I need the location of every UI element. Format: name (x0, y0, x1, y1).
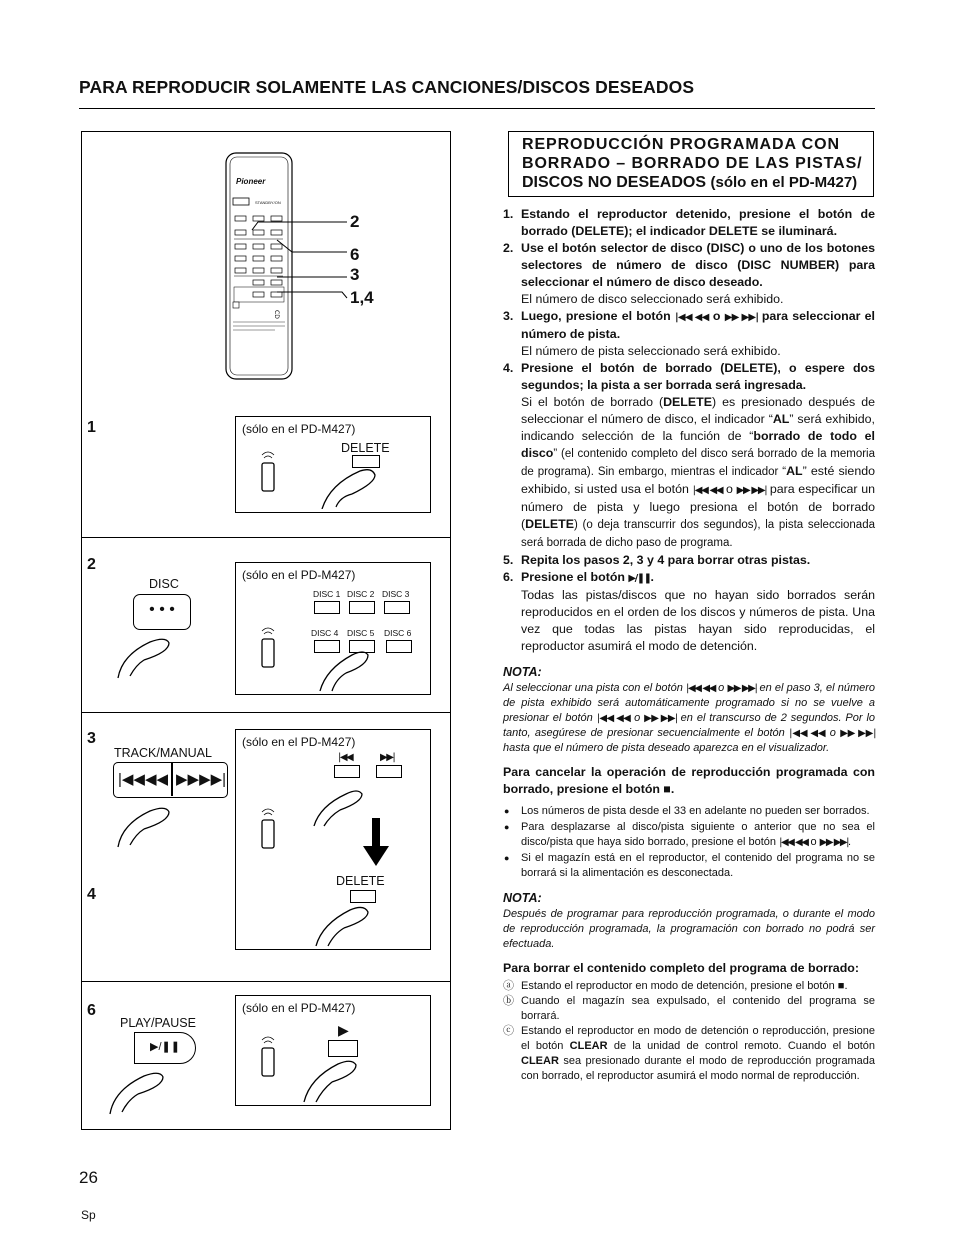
section-title-line-3: DISCOS NO DESEADOS (522, 174, 707, 191)
stop-icon: ■ (837, 980, 845, 992)
step-number-1: 1 (87, 419, 96, 436)
title-rule (79, 108, 875, 109)
play-pause-button[interactable] (134, 1032, 196, 1064)
disc6-label: DISC 6 (384, 628, 412, 638)
disc1-button[interactable] (314, 601, 340, 614)
model-caption: (sólo en el PD-M427) (242, 1001, 356, 1015)
erase-list (503, 979, 875, 1084)
step-number-6: 6 (87, 1002, 96, 1019)
cancel-instruction: Para cancelar la operación de reproducción programada con borrado, presione el botón ■. (503, 765, 875, 796)
instructions (503, 206, 875, 1084)
step-3-4-panel (81, 713, 451, 982)
step-number-3: 3 (87, 730, 96, 747)
remote-standby-label: STANDBY/ON (255, 200, 281, 205)
step-4: 4. Presione el botón de borrado (DELETE), o espere dos segundos; la pista a ser borrada será ingresada. Si el botón de borrado (DELETE) es presionado después de seleccionar el número de disco, el indicador “AL” será exhibido, indicando selección de la función de “borrado de todo el disco” (el contenido completo del disco será borrado de la memoria de programa). Sin embargo, mientras el indicador “AL” esté siendo exhibido, si usted usa el botón |◀◀ ◀◀ o ▶▶ ▶▶| para especificar un número de pista y luego presiona el botón de borrado (DELETE) (o deja transcurrir dos segundos), la pista seleccionada será borrada de dicho paso de programa. (503, 361, 875, 549)
callout-3: 3 (350, 265, 360, 284)
remote-and-finger-icon (260, 1034, 400, 1104)
model-caption: (sólo en el PD-M427) (242, 422, 356, 436)
play-icon: ▶ (338, 1022, 349, 1038)
page-title: PARA REPRODUCIR SOLAMENTE LAS CANCIONES/DISCOS DESEADOS (79, 77, 695, 97)
play-pause-icon: ▶/❚❚ (150, 1041, 180, 1053)
finger-icon (114, 630, 184, 680)
section-title-box (508, 131, 874, 197)
track-manual-label: TRACK/MANUAL (114, 746, 212, 760)
step-number-2: 2 (87, 556, 96, 573)
remote-and-finger-icon (260, 449, 410, 509)
callout-lines (82, 132, 452, 332)
play-pause-label: PLAY/PAUSE (120, 1016, 196, 1030)
finger-icon (114, 799, 184, 849)
step-2-panel (81, 538, 451, 713)
disc-label: DISC (149, 577, 179, 591)
step-number-4: 4 (87, 886, 96, 903)
disc4-label: DISC 4 (311, 628, 339, 638)
bullet-list (503, 804, 875, 881)
callout-1-4: 1,4 (350, 288, 374, 307)
step-1-box (235, 416, 431, 513)
prev-track-icon: |◀◀◀◀ (118, 771, 169, 788)
section-title-line-2: BORRADO – BORRADO DE LAS PISTAS/ (522, 155, 863, 172)
step-3: 3. Luego, presione el botón |◀◀ ◀◀ o ▶▶ ▶▶| para seleccionar el número de pista. El número de pista seleccionado será exhibido. (503, 309, 875, 358)
step-6: 6. Presione el botón ▶/❚❚. Todas las pistas/discos que no hayan sido borrados serán reproducidos en el orden de los discos y números de pista. Una vez que todas las pistas hayan sido reproducidas, el reproductor asumirá el modo de detención. (503, 570, 875, 653)
step-6-box (235, 995, 431, 1106)
down-arrow-icon (361, 818, 391, 868)
disc5-label: DISC 5 (347, 628, 375, 638)
section-title-line-1: REPRODUCCIÓN PROGRAMADA CON (522, 136, 840, 153)
page-number: 26 (79, 1168, 98, 1187)
svg-text:CD: CD (273, 310, 280, 319)
model-caption: (sólo en el PD-M427) (242, 568, 356, 582)
disc2-button[interactable] (349, 601, 375, 614)
disc6-button[interactable] (386, 640, 412, 653)
next-track-icon: ▶▶| (380, 752, 395, 763)
step-3-4-box (235, 729, 431, 950)
step-1: 1. Estando el reproductor detenido, presione el botón de borrado (DELETE); el indicador DELETE se iluminará. (503, 207, 875, 238)
disc2-label: DISC 2 (347, 589, 375, 599)
stop-icon: ■ (663, 782, 671, 796)
note-text-1: Al seleccionar una pista con el botón |◀◀ ◀◀ o ▶▶ ▶▶| en el paso 3, el número de pista exhibido será automáticamente programado si no se vuelve a presionar el botón |◀◀ ◀◀ o ▶▶ ▶▶| en el transcurso de 2 segundos. Por lo tanto, asegúrese de presionar secuencialmente el botón |◀◀ ◀◀ o ▶▶ ▶▶| hasta que el número de pista deseado aparezca en el visualizador. (503, 682, 876, 754)
disc1-label: DISC 1 (313, 589, 341, 599)
callout-2: 2 (350, 212, 360, 231)
disc3-button[interactable] (384, 601, 410, 614)
callout-6: 6 (350, 245, 360, 264)
note-heading-2: NOTA: (503, 891, 542, 905)
finger-icon (314, 890, 414, 948)
bullet-2: ● Para desplazarse al disco/pista siguiente o anterior que no sea el disco/pista que haya sido borrado, presione el botón |◀◀ ◀◀ o ▶▶ ▶▶|. (503, 820, 875, 850)
play-pause-icon: ▶/❚❚ (628, 573, 651, 584)
section-title-model: (sólo en el PD-M427) (710, 174, 858, 191)
disc-button[interactable]: • • • (133, 594, 191, 630)
step-5: 5. Repita los pasos 2, 3 y 4 para borrar otras pistas. (503, 553, 811, 567)
bullet-3: ● Si el magazín está en el reproductor, el contenido del programa no se borrará si la alimentación es desconectada. (503, 851, 875, 881)
erase-item-c: ⓒ Estando el reproductor en modo de detención o reproducción, presione el botón CLEAR de la unidad de control remoto. Cuando el botón CLEAR sea presionado durante el modo de reproducción programada con borrado, el reproductor asumirá el modo normal de reproducción. (503, 1025, 875, 1082)
erase-item-a: ⓐ Estando el reproductor en modo de detención, presione el botón ■. (503, 980, 848, 992)
step-1-panel (81, 406, 451, 538)
step-6-panel (81, 982, 451, 1130)
remote-and-finger-icon (260, 625, 380, 693)
step-2: 2. Use el botón selector de disco (DISC) o uno de los botones selectores de número de disco (DISC NUMBER) para seleccionar el número de disco deseado. El número de disco seleccionado será exhibido. (503, 241, 875, 306)
bullet-1: ● Los números de pista desde el 33 en adelante no pueden ser borrados. (503, 804, 875, 819)
next-track-icon: ▶▶▶▶| (176, 771, 227, 788)
prev-track-button[interactable] (334, 765, 360, 778)
model-caption: (sólo en el PD-M427) (242, 735, 356, 749)
page-language: Sp (81, 1208, 96, 1222)
delete-label: DELETE (336, 874, 385, 888)
finger-icon (106, 1064, 186, 1116)
erase-heading: Para borrar el contenido completo del programa de borrado: (503, 961, 859, 975)
steps-list (503, 206, 875, 655)
step-2-box (235, 562, 431, 695)
note-heading-1: NOTA: (503, 665, 542, 679)
track-manual-button[interactable] (113, 762, 228, 798)
remote-brand-logo: Pioneer (236, 177, 266, 186)
prev-track-icon: |◀◀ (338, 752, 353, 763)
delete-label: DELETE (341, 441, 390, 455)
note-text-2: Después de programar para reproducción programada, o durante el modo de reproducción programada, la programación con borrado no podrá ser efectuada. (503, 908, 875, 950)
disc3-label: DISC 3 (382, 589, 410, 599)
erase-item-b: ⓑ Cuando el magazín sea expulsado, el contenido del programa se borrará. (503, 995, 875, 1022)
next-track-button[interactable] (376, 765, 402, 778)
